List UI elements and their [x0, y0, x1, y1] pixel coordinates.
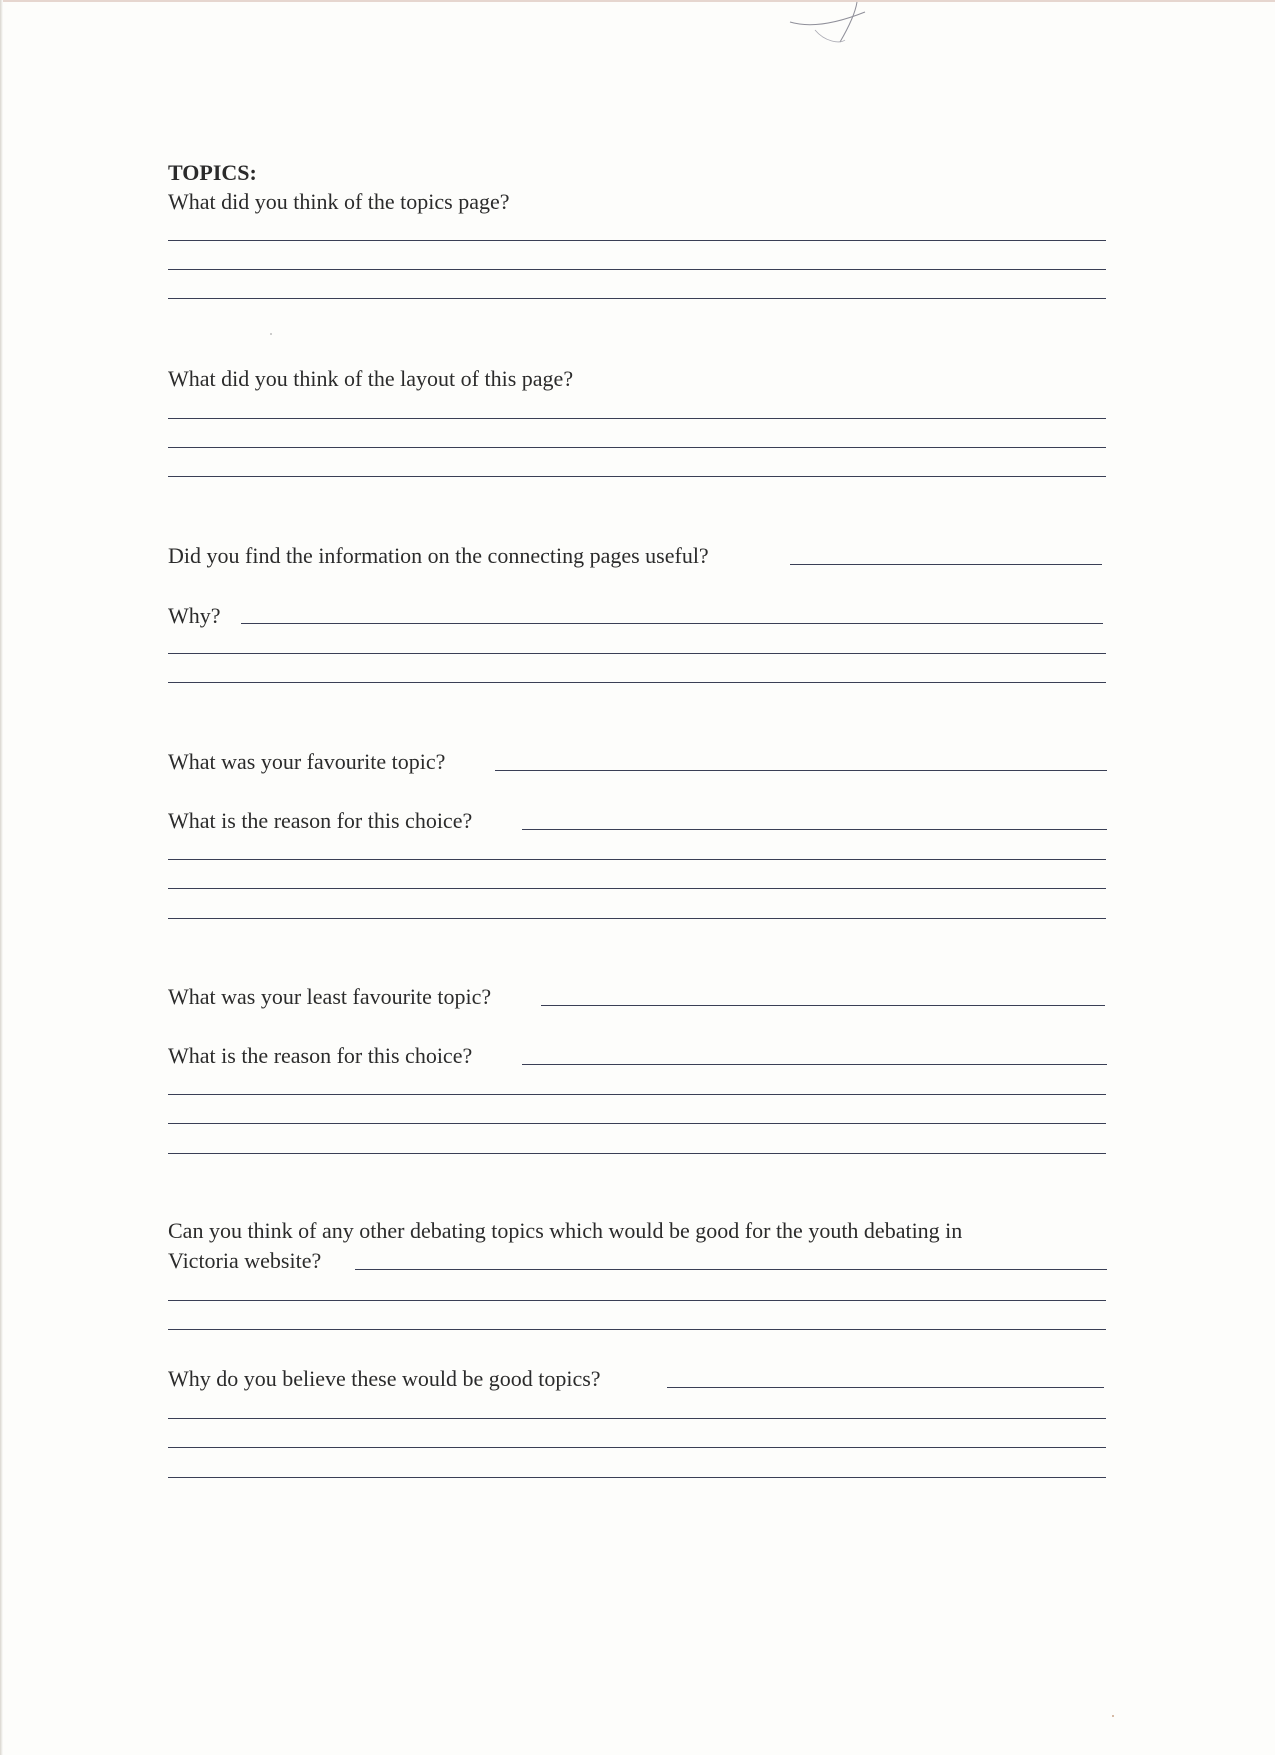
answer-line[interactable]: [168, 1153, 1106, 1154]
answer-line[interactable]: [168, 1418, 1106, 1419]
page-top-edge: [0, 0, 1275, 2]
question-favourite-reason: What is the reason for this choice?: [168, 808, 473, 833]
handwritten-pen-mark: [785, 0, 885, 50]
answer-line[interactable]: [168, 1329, 1106, 1330]
answer-line[interactable]: [168, 1094, 1106, 1095]
answer-line[interactable]: [667, 1387, 1104, 1388]
paper-speck: [270, 333, 272, 335]
answer-line[interactable]: [168, 918, 1106, 919]
answer-line[interactable]: [168, 682, 1106, 683]
answer-line[interactable]: [495, 770, 1107, 771]
answer-line[interactable]: [168, 447, 1106, 448]
answer-line[interactable]: [168, 269, 1106, 270]
answer-line[interactable]: [168, 1477, 1106, 1478]
answer-line[interactable]: [168, 476, 1106, 477]
page-left-edge: [0, 0, 3, 1755]
answer-line[interactable]: [168, 1123, 1106, 1124]
answer-line[interactable]: [168, 888, 1106, 889]
question-other-topics-cont: Victoria website?: [168, 1248, 322, 1273]
answer-line[interactable]: [168, 240, 1106, 241]
answer-line[interactable]: [522, 1064, 1107, 1065]
answer-line[interactable]: [168, 1447, 1106, 1448]
question-topics-page: What did you think of the topics page?: [168, 189, 510, 214]
answer-line[interactable]: [168, 298, 1106, 299]
paper-speck: [1112, 1715, 1114, 1717]
answer-line[interactable]: [541, 1005, 1105, 1006]
answer-line[interactable]: [355, 1269, 1107, 1270]
question-least-favourite-reason: What is the reason for this choice?: [168, 1043, 473, 1068]
answer-line[interactable]: [168, 859, 1106, 860]
question-favourite-topic: What was your favourite topic?: [168, 749, 446, 774]
question-least-favourite-topic: What was your least favourite topic?: [168, 984, 492, 1009]
question-connecting-pages: Did you find the information on the connecting pages useful?: [168, 543, 709, 568]
answer-line[interactable]: [522, 829, 1107, 830]
question-other-topics: Can you think of any other debating topics which would be good for the youth debating in: [168, 1218, 963, 1243]
answer-line[interactable]: [168, 418, 1106, 419]
answer-line[interactable]: [168, 653, 1106, 654]
question-layout: What did you think of the layout of this page?: [168, 366, 574, 391]
question-why-good-topics: Why do you believe these would be good topics?: [168, 1366, 601, 1391]
answer-line[interactable]: [790, 564, 1102, 565]
answer-line[interactable]: [168, 1300, 1106, 1301]
section-heading: TOPICS:: [168, 160, 257, 185]
question-why: Why?: [168, 603, 221, 628]
answer-line[interactable]: [241, 623, 1103, 624]
